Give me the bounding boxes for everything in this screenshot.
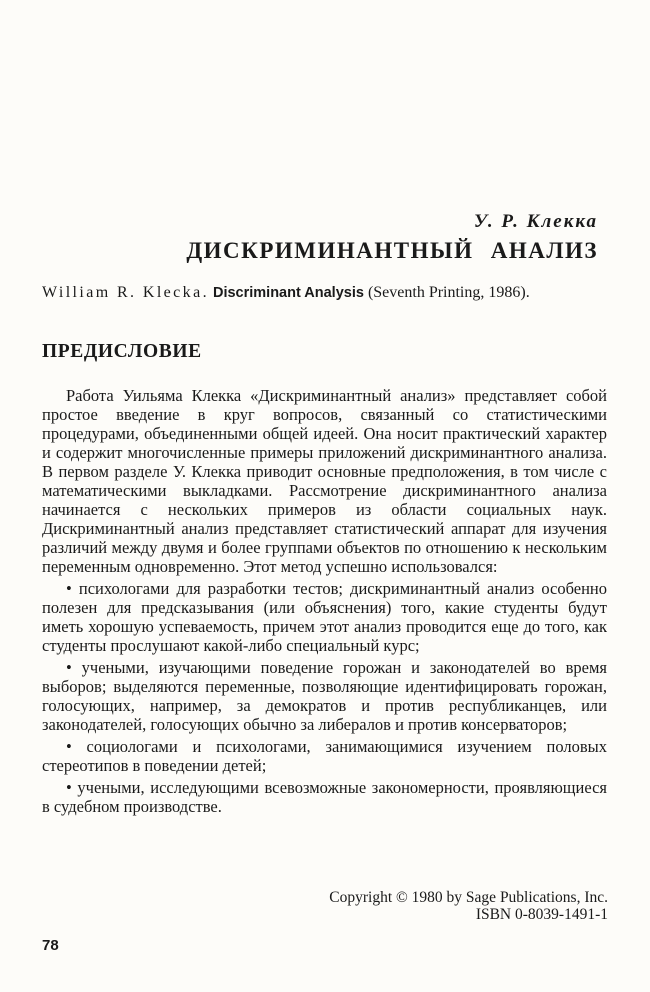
intro-paragraph: Работа Уильяма Клекка «Дискриминантный анализ» представляет собой простое введение в круг вопросов, связанный со статистическими процедурами, объединенными общей идеей. Она носит практический характер и содержит многочисленные примеры приложений дискриминантного анализа. В первом разделе У. Клекка приводит основные предположения, в том числе с математическими выкладками. Рассмотрение дискриминантного анализа начинается с нескольких примеров из области социальных наук. Дискриминантный анализ представляет статистический аппарат для изучения различий между двумя и более группами объектов по отношению к нескольким переменным одновременно. Этот метод успешно использовался: (42, 386, 607, 576)
list-item: • социологами и психологами, занимающимися изучением половых стереотипов в поведении детей; (42, 737, 607, 775)
section-heading: ПРЕДИСЛОВИЕ (42, 341, 202, 362)
book-title: ДИСКРИМИНАНТНЫЙ АНАЛИЗ (186, 238, 598, 263)
copyright-block (329, 889, 608, 923)
body-text (42, 386, 607, 816)
list-item: • учеными, изучающими поведение горожан и законодателей во время выборов; выделяются переменные, позволяющие идентифицировать горожан, голосующих, например, за демократов и против республиканцев, или законодателей, голосующих обычно за либералов и против консерваторов; (42, 658, 607, 734)
list-item: • психологами для разработки тестов; дискриминантный анализ особенно полезен для предсказывания (или объяснения) того, какие студенты будут иметь хорошую успеваемость, причем этот анализ проводится еще до того, как студенты прослушают какой-либо специальный курс; (42, 579, 607, 655)
citation-author: William R. Klecka. (42, 284, 209, 301)
list-item: • учеными, исследующими всевозможные закономерности, проявляющиеся в судебном производстве. (42, 778, 607, 816)
page-number: 78 (42, 937, 59, 954)
citation-edition: (Seventh Printing, 1986). (367, 284, 530, 301)
citation-title: Discriminant Analysis (212, 285, 364, 301)
isbn-line: ISBN 0-8039-1491-1 (475, 906, 608, 923)
original-citation (42, 284, 530, 302)
copyright-line: Copyright © 1980 by Sage Publications, Inc. (329, 889, 608, 906)
author-name: У. Р. Клекка (473, 211, 598, 232)
